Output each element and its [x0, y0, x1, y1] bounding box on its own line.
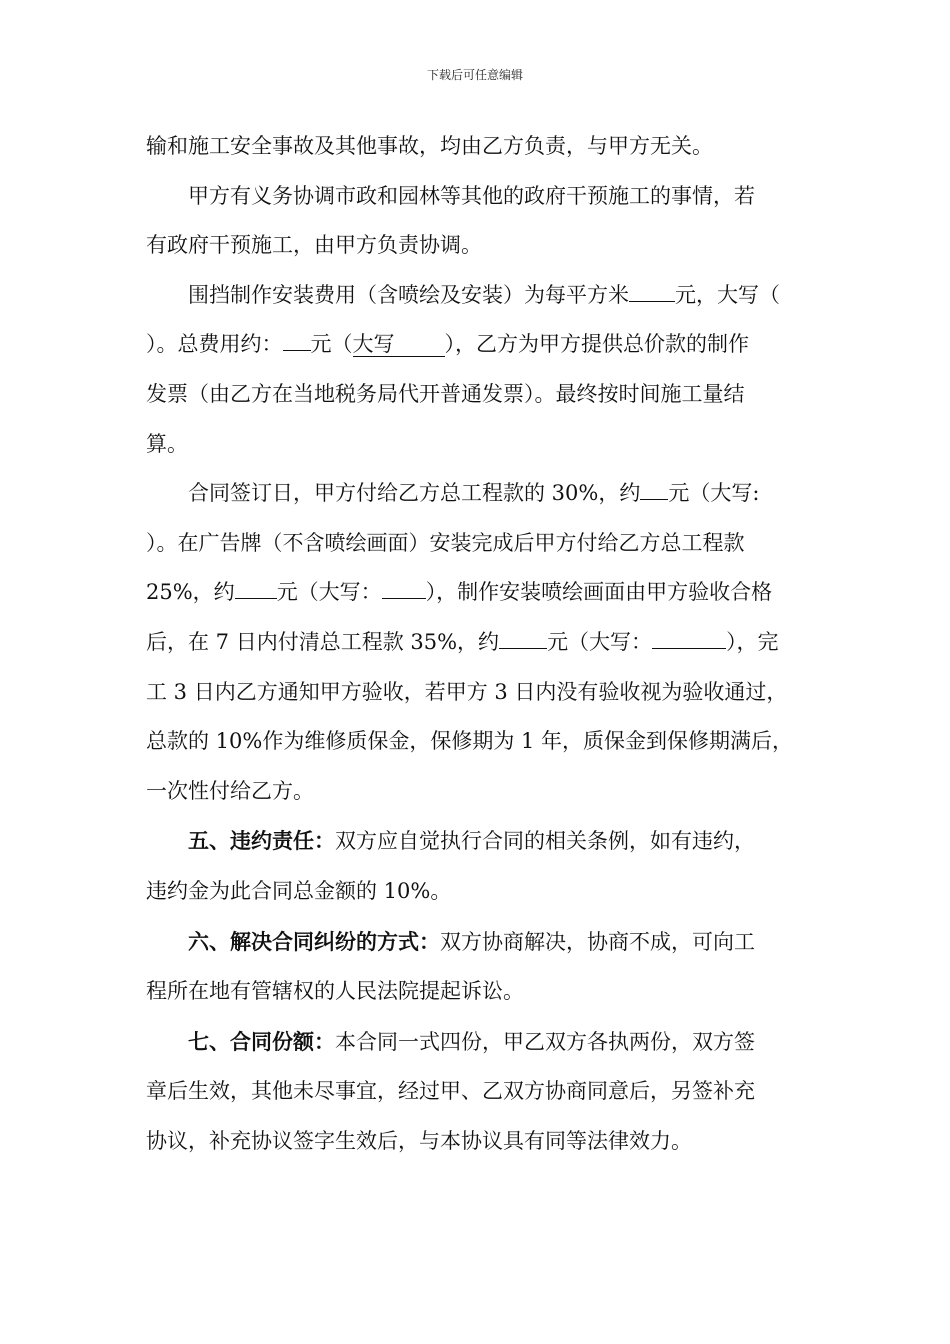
text-run: 元，大写（: [675, 282, 780, 307]
paragraph-line: [146, 568, 816, 618]
text-run: 合同签订日，甲方付给乙方总工程款的 30%，约: [188, 481, 641, 506]
page-header: 下载后可任意编辑: [426, 68, 523, 82]
paragraph-line: [146, 618, 816, 668]
blank-underline: [499, 626, 547, 649]
section-title: 五、违约责任：: [188, 828, 335, 854]
paragraph-line: [146, 917, 816, 968]
blank-underline: [283, 328, 311, 351]
paragraph-line: 协议，补充协议签字生效后，与本协议具有同等法律效力。: [146, 1128, 692, 1153]
blank-underline: [235, 576, 277, 599]
paragraph-line: 有政府干预施工，由甲方负责协调。: [146, 233, 482, 258]
paragraph-line: 算。: [146, 431, 188, 456]
paragraph-line: 工 3 日内乙方通知甲方验收，若甲方 3 日内没有验收视为验收通过，: [146, 679, 788, 704]
paragraph-line: 违约金为此合同总金额的 10%。: [146, 878, 452, 903]
text-run: 双方应自觉执行合同的相关条例，如有违约，: [335, 829, 755, 854]
paragraph-line: [146, 320, 816, 370]
text-run: 25%，约: [146, 580, 235, 605]
text-run: ），制作安装喷绘画面由甲方验收合格: [425, 580, 773, 605]
text-run: 元（大写：: [276, 580, 382, 605]
text-run: 元（大写：: [547, 629, 653, 654]
paragraph-line: [146, 816, 816, 867]
paragraph-line: 输和施工安全事故及其他事故，均由乙方负责，与甲方无关。: [146, 134, 713, 158]
text-run: 元（大写:: [668, 481, 760, 506]
paragraph-line: 甲方有义务协调市政和园林等其他的政府干预施工的事情，若: [188, 183, 755, 208]
paragraph-line: 章后生效，其他未尽事宜，经过甲、乙双方协商同意后，另签补充: [146, 1079, 755, 1104]
paragraph-line: 发票（由乙方在当地税务局代开普通发票）。最终按时间施工量结: [146, 381, 745, 406]
text-run: 双方协商解决，协商不成，可向工: [440, 929, 755, 954]
text-run: 元（: [310, 332, 353, 357]
text-run: ）。总费用约：: [146, 332, 283, 357]
paragraph-line: [146, 469, 816, 519]
blank-underline: [382, 576, 426, 599]
text-run: ），完: [726, 629, 779, 654]
paragraph-line: [146, 271, 816, 321]
section-title: 六、解决合同纠纷的方式：: [188, 928, 440, 954]
contract-body: [146, 122, 816, 1166]
blank-underline: [629, 279, 675, 302]
blank-underline: [652, 626, 726, 649]
paragraph-line: 总款的 10%作为维修质保金，保修期为 1 年，质保金到保修期满后，: [146, 729, 794, 754]
paragraph-line: 一次性付给乙方。: [146, 778, 314, 803]
text-run: ），乙方为甲方提供总价款的制作: [444, 332, 749, 357]
text-run: 本合同一式四份，甲乙双方各执两份，双方签: [335, 1029, 755, 1054]
paragraph-line: [146, 1017, 816, 1068]
text-run: 围挡制作安装费用（含喷绘及安装）为每平方米: [188, 282, 629, 307]
underlined-daxie: 大写: [353, 334, 445, 357]
section-title: 七、合同份额：: [188, 1028, 335, 1054]
blank-underline: [640, 477, 668, 500]
paragraph-line: 程所在地有管辖权的人民法院提起诉讼。: [146, 979, 524, 1004]
paragraph-line: ）。在广告牌（不含喷绘画面）安装完成后甲方付给乙方总工程款: [146, 530, 745, 555]
text-run: 后，在 7 日内付清总工程款 35%，约: [146, 629, 500, 654]
